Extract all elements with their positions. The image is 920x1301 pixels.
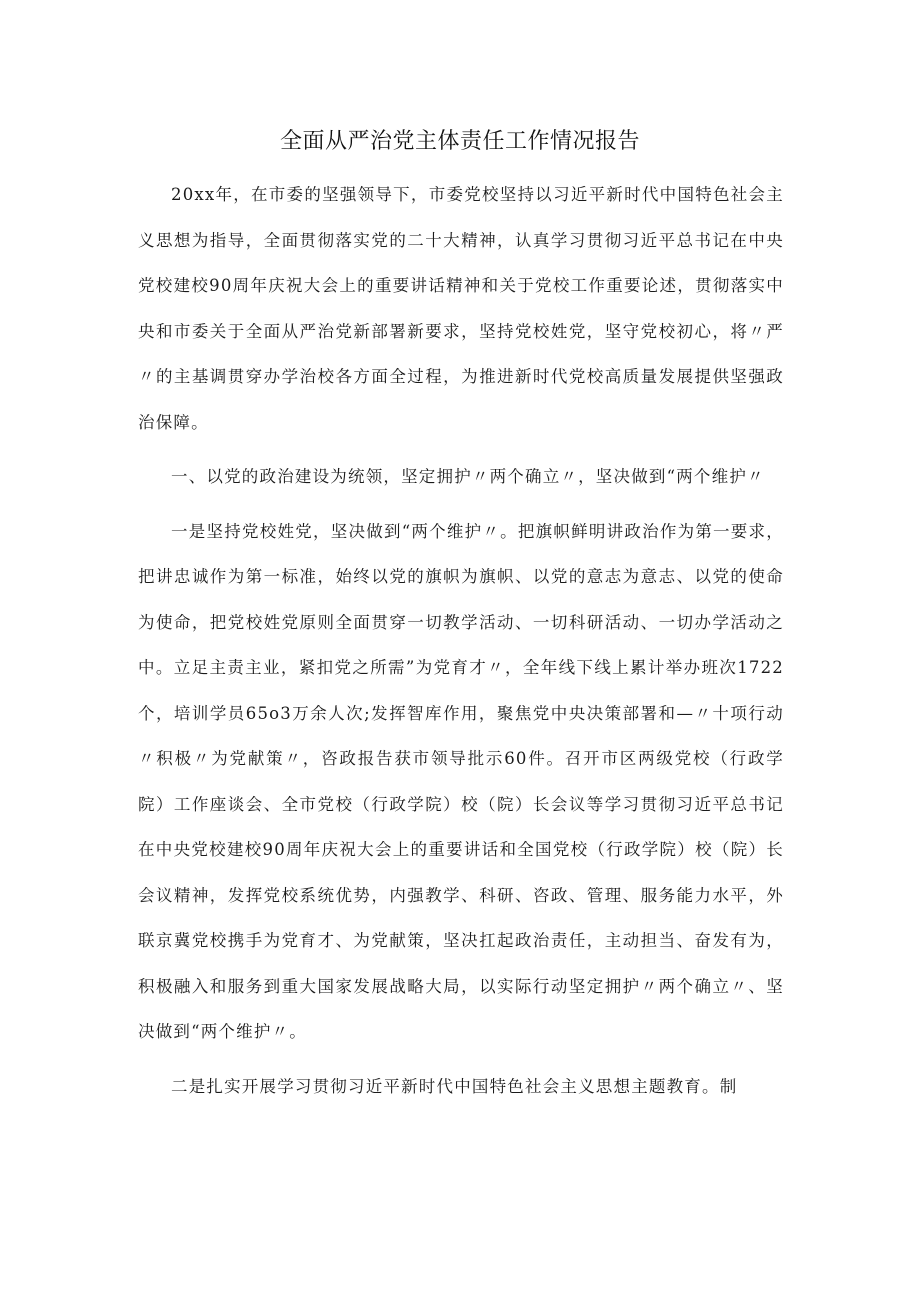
document-body [138,172,784,1109]
section-heading-1: 一、以党的政治建设为统领，坚定拥护〃两个确立〃，坚决做到“两个维护〃 [171,467,765,486]
paragraph-point-2: 二是扎实开展学习贯彻习近平新时代中国特色社会主义思想主题教育。制 [171,1076,738,1096]
intro-paragraph: 20xx年，在市委的坚强领导下，市委党校坚持以习近平新时代中国特色社会主义思想为指导，全面贯彻落实党的二十大精神，认真学习贯彻习近平总书记在中央党校建校90周年庆祝大会上的重要讲话精神和关于党校工作重要论述，贯彻落实中央和市委关于全面从严治党新部署新要求，坚持党校姓党，坚守党校初心，将〃严〃的主基调贯穿办学治校各方面全过程，为推进新时代党校高质量发展提供坚强政治保障。 [138,185,784,432]
paragraph-point-1: 一是坚持党校姓党，坚决做到“两个维护〃。把旗帜鲜明讲政治作为第一要求，把讲忠诚作为第一标准，始终以党的旗帜为旗帜、以党的意志为意志、以党的使命为使命，把党校姓党原则全面贯穿一切教学活动、一切科研活动、一切办学活动之中。立足主责主业，紧扣党之所需”为党育才〃，全年线下线上累计举办班次1722个，培训学员65o3万余人次;发挥智库作用，聚焦党中央决策部署和—〃十项行动〃积极〃为党献策〃，咨政报告获市领导批示60件。召开市区两级党校（行政学院）工作座谈会、全市党校（行政学院）校（院）长会议等学习贯彻习近平总书记在中央党校建校90周年庆祝大会上的重要讲话和全国党校（行政学院）校（院）长会议精神，发挥党校系统优势，内强教学、科研、咨政、管理、服务能力水平，外联京冀党校携手为党育才、为党献策，坚决扛起政治责任，主动担当、奋发有为，积极融入和服务到重大国家发展战略大局，以实际行动坚定拥护〃两个确立〃、坚决做到“两个维护〃。 [138,521,784,1041]
document-title: 全面从严治党主体责任工作情况报告 [279,129,640,154]
